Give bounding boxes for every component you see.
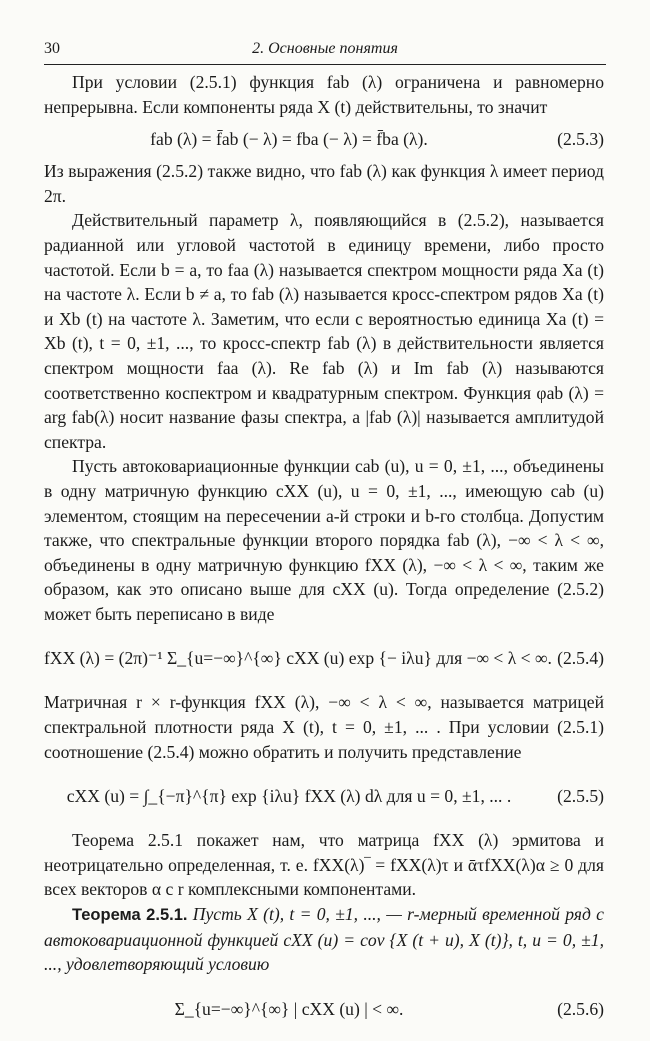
paragraph-5: Матричная r × r-функция fXX (λ), −∞ < λ < ∞, называется матрицей спектральной плотности ряда X (t), t = 0, ±1, ... . При условии (2.5.1) соотношение (2.5.4) можно обратить и получить представление [44,692,604,762]
equation-number: (2.5.3) [557,129,604,150]
theorem-heading: Теорема 2.5.1. [72,906,188,925]
equation-2-5-3 [44,119,604,159]
paragraph-1: При условии (2.5.1) функция fab (λ) ограничена и равномерно непрерывна. Если компоненты ряда X (t) действительны, то значит [44,72,604,117]
equation-formula: fab (λ) = f̄ab (− λ) = fba (− λ) = f̄ba (λ). [150,129,428,150]
paragraph-4: Пусть автоковариационные функции cab (u), u = 0, ±1, ..., объединены в одну матричную функцию cXX (u), u = 0, ±1, ..., имеющую cab (u) элементом, стоящим на пересечении a-й строки и b-го столбца. Допустим также, что спектральные функции второго порядка fab (λ), −∞ < λ < ∞, объединены в одну матричную функцию fXX (λ), −∞ < λ < ∞, таким же образом, как это описано выше для cXX (u). Тогда определение (2.5.2) может быть переписано в виде [44,456,604,624]
page-body [44,70,604,1041]
equation-2-5-5 [44,764,604,828]
paragraph-6: Теорема 2.5.1 покажет нам, что матрица fXX (λ) эрмитова и неотрицательно определенная, т. е. fXX(λ)‾ = fXX(λ)τ и ᾱτfXX(λ)α ≥ 0 для всех векторов α с r комплексными компонентами. [44,830,604,900]
equation-formula: Σ_{u=−∞}^{∞} | cXX (u) | < ∞. [174,998,404,1019]
running-header [44,38,606,65]
paragraph-3: Действительный параметр λ, появляющийся в (2.5.2), называется радианной или угловой частотой в единицу времени, либо просто частотой. Если b = a, то faa (λ) называется спектром мощности ряда Xa (t) на частоте λ. Если b ≠ a, то fab (λ) называется кросс-спектром рядов Xa (t) и Xb (t) на частоте λ. Заметим, что если с вероятностью единица Xa (t) = Xb (t), t = 0, ±1, ..., то кросс-спектр fab (λ) в действительности является спектром мощности faa (λ). Re fab (λ) и Im fab (λ) называются соответственно коспектром и квадратурным спектром. Функция φab (λ) = arg fab(λ) носит название фазы спектра, а |fab (λ)| называется амплитудой спектра. [44,210,604,452]
theorem-text: Пусть X (t), t = 0, ±1, ..., — r-мерный временной ряд с автоковариационной функцией cXX (u) = cov {X (t + u), X (t)}, t, u = 0, ±1, ..., удовлетворяющий условию [44,904,604,975]
chapter-title: 2. Основные понятия [252,40,398,57]
equation-number: (2.5.5) [557,786,604,807]
page-number: 30 [44,40,60,57]
equation-formula: cXX (u) = ∫_{−π}^{π} exp {iλu} fXX (λ) dλ для u = 0, ±1, ... . [66,786,512,807]
equation-2-5-6 [44,977,604,1041]
paragraph-2: Из выражения (2.5.2) также видно, что fab (λ) как функция λ имеет период 2π. [44,161,604,206]
equation-number: (2.5.6) [557,998,604,1019]
equation-2-5-4 [44,626,604,690]
theorem-2-5-1 [44,902,604,977]
equation-number: (2.5.4) [557,648,604,669]
equation-formula: fXX (λ) = (2π)⁻¹ Σ_{u=−∞}^{∞} cXX (u) exp {− iλu} для −∞ < λ < ∞. [44,648,552,669]
